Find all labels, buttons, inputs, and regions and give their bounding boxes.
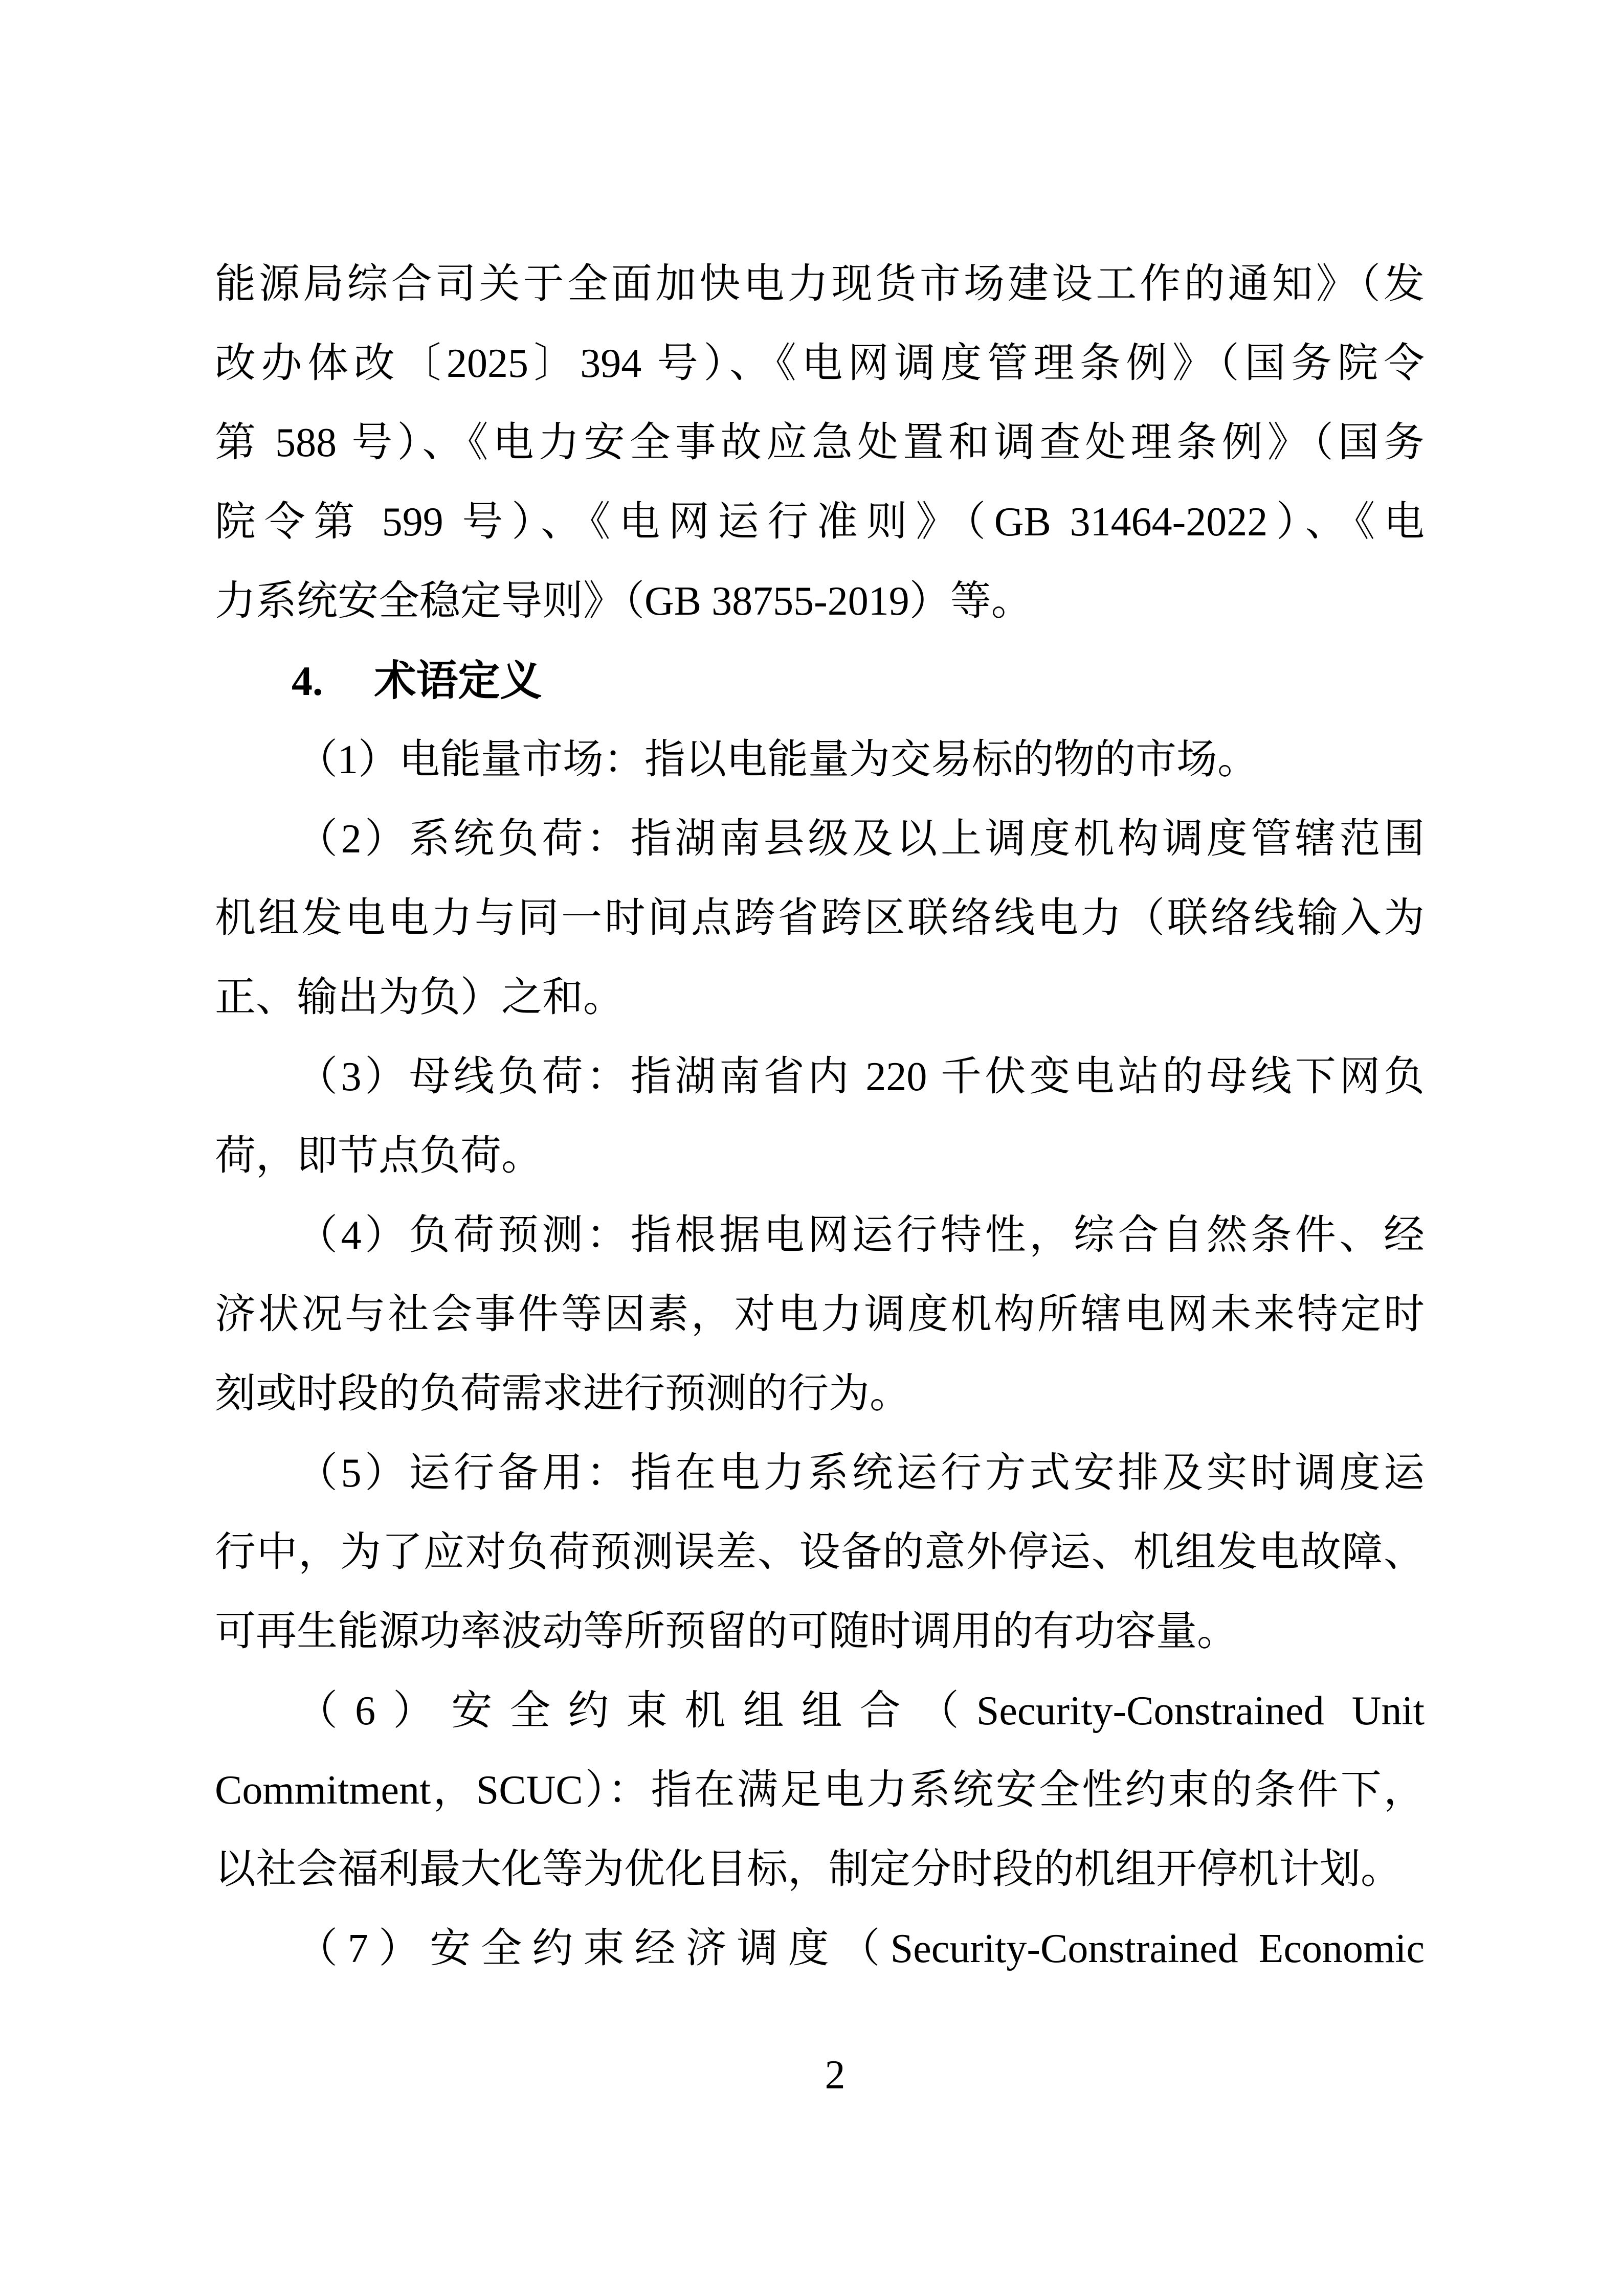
text-line: （7）安全约束经济调度（Security-Constrained Economic [297,1926,1425,1971]
page-number: 2 [825,2053,846,2098]
text-line: 荷，即节点负荷。 [215,1134,542,1179]
text-line: （3）母线负荷：指湖南省内 220 千伏变电站的母线下网负 [297,1054,1425,1099]
text-line: 济状况与社会事件等因素，对电力调度机构所辖电网未来特定时 [215,1292,1425,1337]
heading-title: 术语定义 [374,658,542,704]
document-text-block [215,245,1425,2115]
text-line: 以社会福利最大化等为优化目标，制定分时段的机组开停机计划。 [215,1847,1401,1892]
text-line: （1）电能量市场：指以电能量为交易标的物的市场。 [297,737,1258,782]
text-line: 改办体改〔2025〕394 号）、《电网调度管理条例》（国务院令 [215,341,1425,386]
text-line: 刻或时段的负荷需求进行预测的行为。 [215,1371,910,1416]
section-heading [215,641,1425,721]
text-line: 第 588 号）、《电力安全事故应急处置和调查处理条例》（国务 [215,420,1425,465]
text-line: 院令第 599 号）、《电网运行准则》（GB 31464-2022）、《电 [215,500,1425,545]
text-line: Commitment，SCUC）：指在满足电力系统安全性约束的条件下， [215,1768,1425,1813]
text-line: 力系统安全稳定导则》（GB 38755-2019）等。 [215,579,1032,624]
text-line: （6）安全约束机组组合（Security-Constrained Unit [297,1689,1425,1734]
text-line: 机组发电电力与同一时间点跨省跨区联络线电力（联络线输入为 [215,896,1425,941]
text-line: 能源局综合司关于全面加快电力现货市场建设工作的通知》（发 [215,262,1425,307]
text-line: （4）负荷预测：指根据电网运行特性，综合自然条件、经 [297,1213,1425,1258]
text-line: 行中，为了应对负荷预测误差、设备的意外停运、机组发电故障、 [215,1530,1425,1575]
text-line: 可再生能源功率波动等所预留的可随时调用的有功容量。 [215,1609,1238,1654]
text-line: 正、输出为负）之和。 [215,975,624,1020]
heading-number: 4. [292,658,323,704]
text-line: （2）系统负荷：指湖南县级及以上调度机构调度管辖范围 [297,817,1425,862]
text-line: （5）运行备用：指在电力系统运行方式安排及实时调度运 [297,1451,1425,1496]
